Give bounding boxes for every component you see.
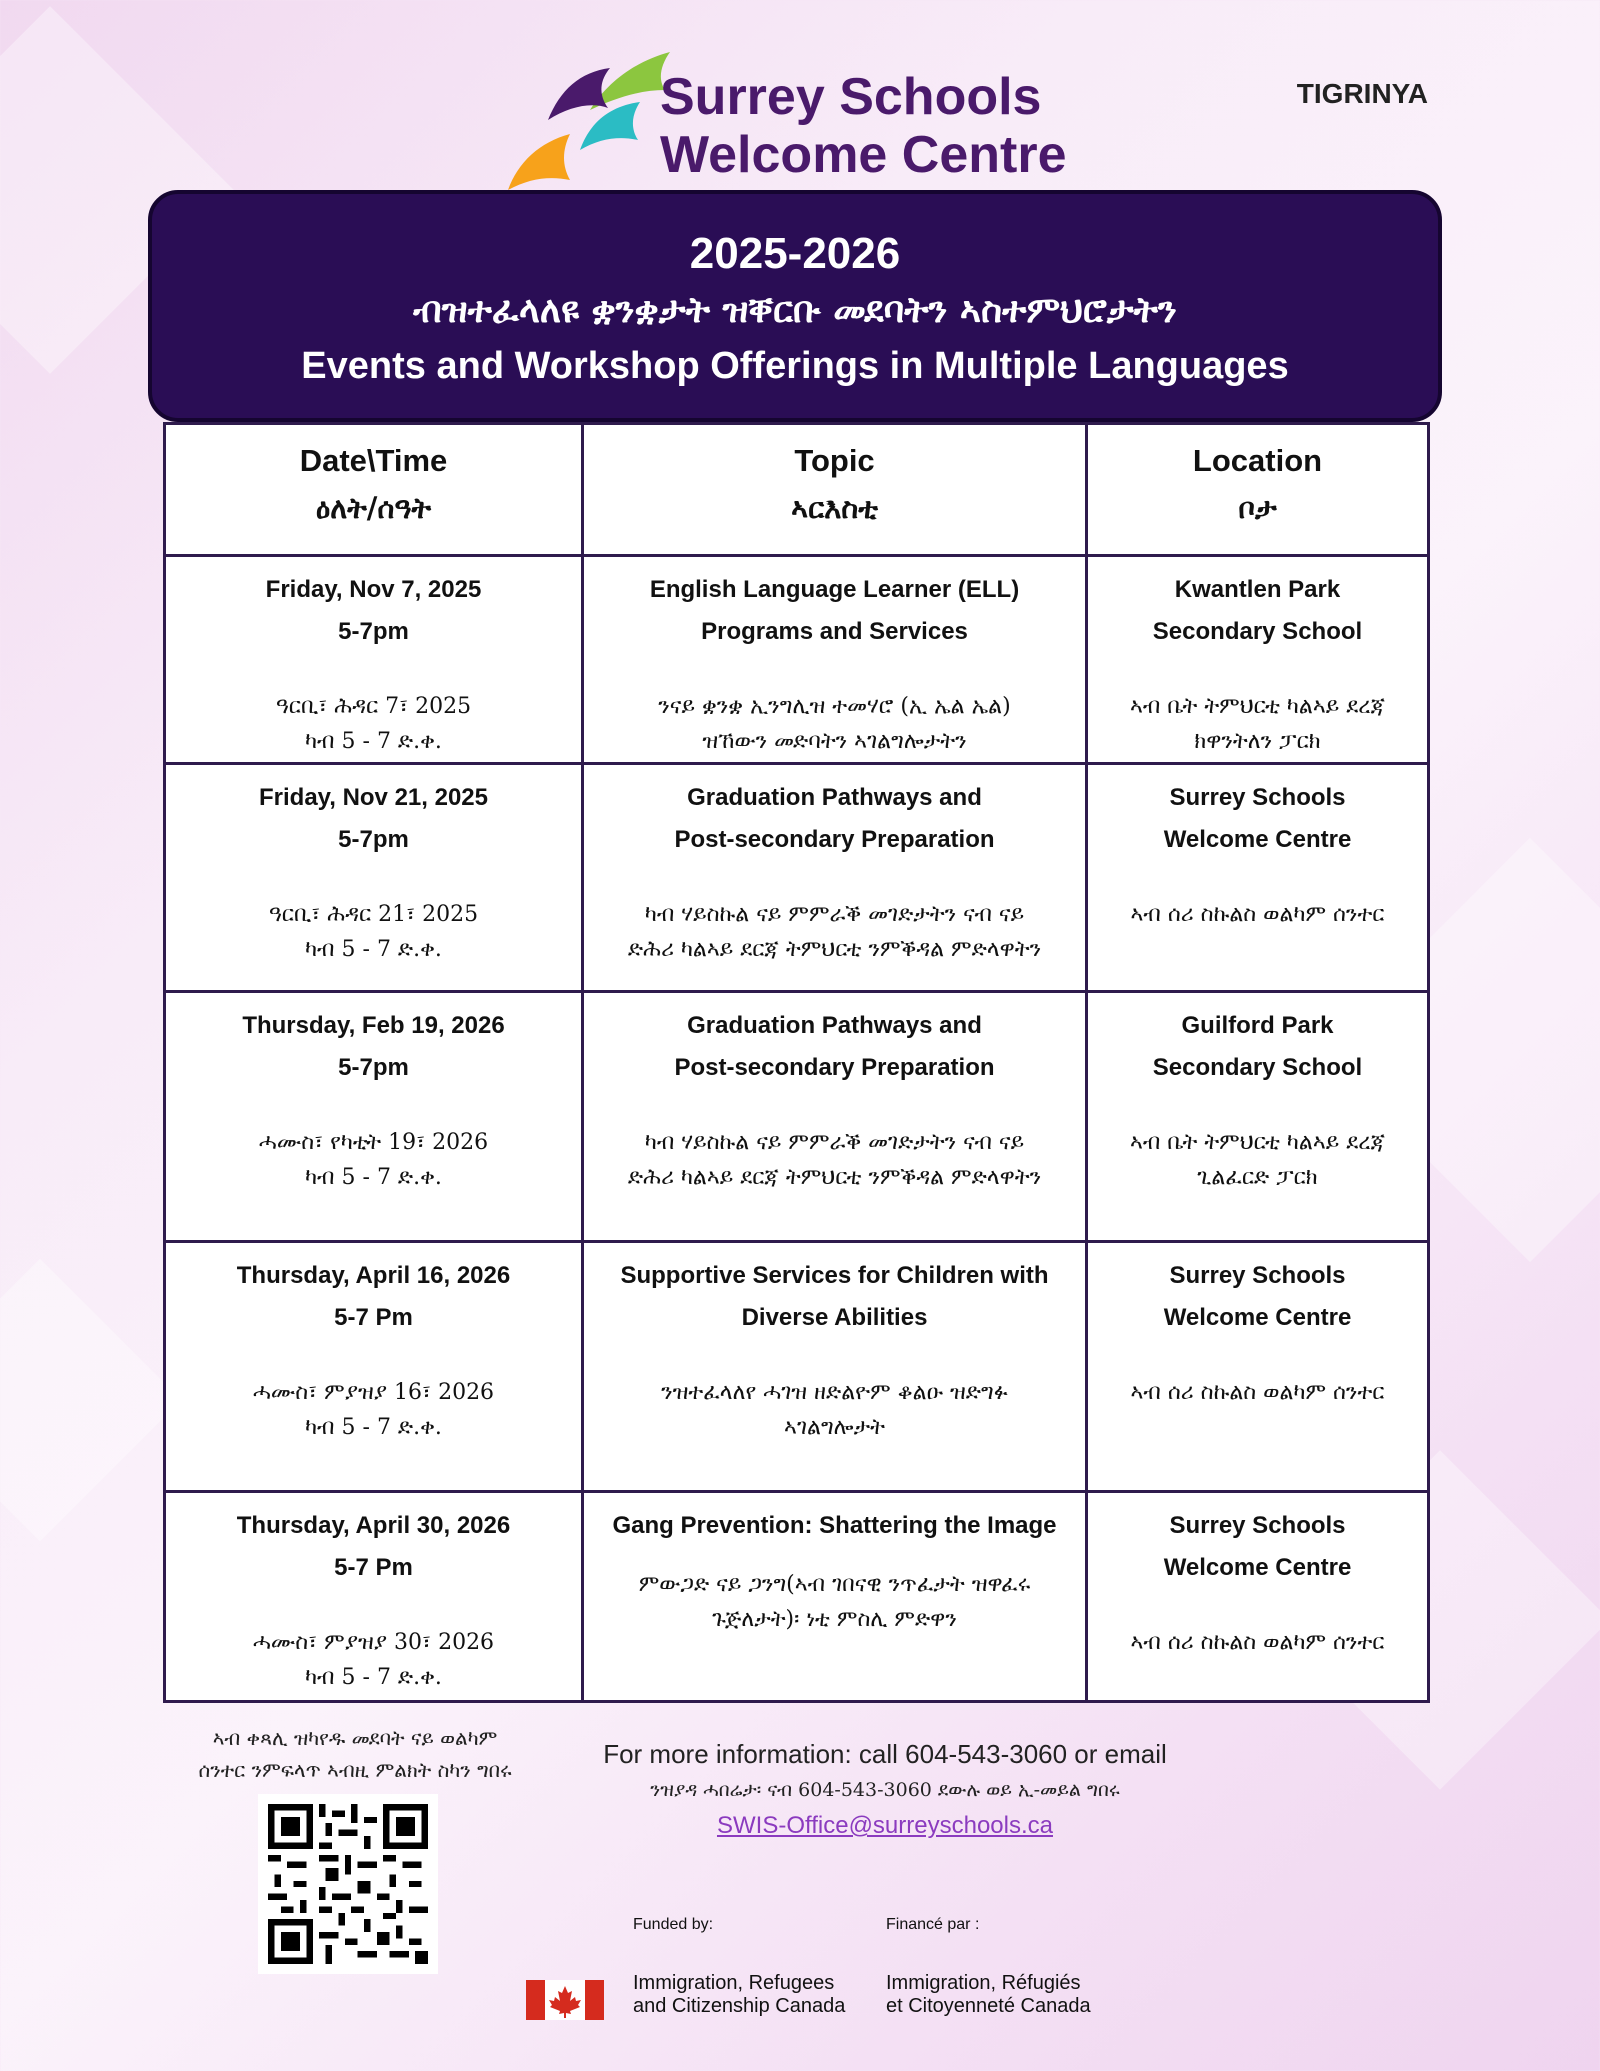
events-table <box>163 422 1430 1703</box>
qr-note-line1: ኣብ ቀጻሊ ዝካየዱ መደባት ናይ ወልካም <box>212 1726 498 1750</box>
location-en-line1: Surrey Schools <box>1169 1262 1346 1289</box>
date-ti: ሓሙስ፣ ምያዝያ 16፣ 2026 <box>252 1380 495 1405</box>
time-ti: ካብ 5 - 7 ድ.ቀ. <box>305 729 442 754</box>
location-en-line2: Welcome Centre <box>1163 826 1352 853</box>
topic-en-line1: Supportive Services for Children with <box>620 1262 1049 1289</box>
contact-info <box>560 1734 1210 1846</box>
topic-ti-line2: ኣገልግሎታት <box>784 1415 885 1440</box>
topic-ti-line2: ዝኸውን መድባትን ኣገልግሎታትን <box>702 729 967 754</box>
date-cell <box>165 1242 583 1492</box>
time-ti: ካብ 5 - 7 ድ.ቀ. <box>305 937 442 962</box>
date-cell <box>165 1492 583 1702</box>
banner-year: 2025-2026 <box>689 229 901 278</box>
topic-ti-line2: ድሕሪ ካልኣይ ደርጃ ትምህርቲ ንምቕዳል ምድላዋትን <box>627 937 1042 962</box>
location-ti-line1: ኣብ ሰሪ ስኩልስ ወልካም ሰንተር <box>1130 1630 1385 1655</box>
header-topic-ti: ኣርእስቲ <box>791 491 878 525</box>
header-location-ti: ቦታ <box>1238 491 1277 525</box>
header-location-en: Location <box>1192 443 1323 478</box>
topic-en-line2: Diverse Abilities <box>741 1304 928 1331</box>
location-cell <box>1087 556 1429 764</box>
location-ti-line1: ኣብ ሰሪ ስኩልስ ወልካም ሰንተር <box>1130 902 1385 927</box>
date-en: Friday, Nov 7, 2025 <box>265 576 482 603</box>
location-ti-line2: ጊልፈርድ ፓርክ <box>1197 1165 1318 1190</box>
location-ti-line2: ክዋንትለን ፓርክ <box>1194 729 1321 754</box>
language-tag: TIGRINYA <box>1296 78 1428 109</box>
date-ti: ዓርቢ፣ ሕዳር 7፣ 2025 <box>275 694 472 719</box>
gov-fr-line1: Immigration, Réfugiés <box>886 1972 1081 1994</box>
header-date-time <box>165 424 583 556</box>
location-en-line1: Surrey Schools <box>1169 1512 1346 1539</box>
topic-en-line1: English Language Learner (ELL) <box>649 576 1020 603</box>
surrey-schools-logo <box>490 50 1090 190</box>
topic-ti-line1: ንናይ ቋንቋ ኢንግሊዝ ተመሃሮ (ኢ ኤል ኤል) <box>658 694 1011 719</box>
time-ti: ካብ 5 - 7 ድ.ቀ. <box>305 1165 442 1190</box>
date-ti: ዓርቢ፣ ሕዳር 21፣ 2025 <box>268 902 479 927</box>
date-ti: ሓሙስ፣ የካቲት 19፣ 2026 <box>258 1130 489 1155</box>
time-ti: ካብ 5 - 7 ድ.ቀ. <box>305 1415 442 1440</box>
location-ti-line1: ኣብ ቤት ትምህርቲ ካልኣይ ደረጃ <box>1129 694 1386 719</box>
gov-fr-line2: et Citoyenneté Canada <box>886 1995 1091 2017</box>
finance-par-label: Financé par : <box>886 1916 980 1933</box>
banner-title-english: Events and Workshop Offerings in Multiple Languages <box>301 345 1289 387</box>
header-date-time-en: Date\Time <box>299 443 448 478</box>
date-en: Thursday, April 30, 2026 <box>236 1512 511 1539</box>
location-ti-line1: ኣብ ሰሪ ስኩልስ ወልካም ሰንተር <box>1130 1380 1385 1405</box>
title-banner <box>148 190 1442 422</box>
date-en: Thursday, Feb 19, 2026 <box>242 1012 505 1039</box>
location-en-line2: Welcome Centre <box>1163 1554 1352 1581</box>
qr-note-line2: ሰንተር ንምፍላጥ ኣብዚ ምልክት ስካን ግበሩ <box>198 1758 512 1782</box>
topic-ti-line2: ጉጅለታት)፡ ነቲ ምስሊ ምድዋን <box>712 1607 957 1632</box>
topic-ti-line1: ካብ ሃይስኩል ናይ ምምራቕ መገድታትን ናብ ናይ <box>644 902 1025 927</box>
date-cell <box>165 764 583 992</box>
location-en-line1: Kwantlen Park <box>1174 576 1341 603</box>
topic-cell <box>583 1242 1087 1492</box>
topic-en-line2: Post-secondary Preparation <box>674 1054 995 1081</box>
date-cell <box>165 992 583 1242</box>
banner-title-tigrinya: ብዝተፈላለዩ ቋንቋታት ዝቐርቡ መደባትን ኣስተምህሮታትን <box>413 290 1177 331</box>
table-row <box>165 992 1429 1242</box>
topic-ti-line1: ንዝተፈላለየ ሓገዝ ዘድልዮም ቆልዑ ዝድግፉ <box>661 1380 1008 1405</box>
time-ti: ካብ 5 - 7 ድ.ቀ. <box>305 1665 442 1690</box>
canada-flag-icon <box>526 1980 604 2020</box>
date-en: Thursday, April 16, 2026 <box>236 1262 511 1289</box>
topic-ti-line1: ምውጋድ ናይ ጋንግ(ኣብ ገበናዊ ንጥፈታት ዝዋፈሩ <box>638 1572 1031 1597</box>
table-header-row <box>165 424 1429 556</box>
info-english: For more information: call 604-543-3060 or email <box>603 1739 1167 1769</box>
table-row <box>165 764 1429 992</box>
location-cell <box>1087 992 1429 1242</box>
location-ti-line1: ኣብ ቤት ትምህርቲ ካልኣይ ደረጃ <box>1129 1130 1386 1155</box>
date-ti: ሓሙስ፣ ምያዝያ 30፣ 2026 <box>252 1630 495 1655</box>
topic-en-line2: Programs and Services <box>701 618 968 645</box>
location-en-line2: Welcome Centre <box>1163 1304 1352 1331</box>
topic-cell <box>583 1492 1087 1702</box>
gov-en-line1: Immigration, Refugees <box>633 1972 835 1994</box>
time-en: 5-7pm <box>338 826 409 853</box>
location-en-line2: Secondary School <box>1152 1054 1363 1081</box>
location-en-line1: Surrey Schools <box>1169 784 1346 811</box>
time-en: 5-7pm <box>338 1054 409 1081</box>
table-row <box>165 1242 1429 1492</box>
topic-cell <box>583 992 1087 1242</box>
government-name-english <box>633 1972 845 2018</box>
email-link[interactable]: SWIS-Office@surreyschools.ca <box>716 1812 1053 1839</box>
topic-en-line1: Graduation Pathways and <box>687 1012 982 1039</box>
topic-en-line1: Gang Prevention: Shattering the Image <box>612 1512 1057 1539</box>
location-cell <box>1087 764 1429 992</box>
table-row <box>165 1492 1429 1702</box>
header-topic <box>583 424 1087 556</box>
date-en: Friday, Nov 21, 2025 <box>258 784 488 811</box>
qr-code[interactable] <box>258 1794 438 1974</box>
header-date-time-ti: ዕለት/ሰዓት <box>315 491 432 525</box>
header-location <box>1087 424 1429 556</box>
gov-en-line2: and Citizenship Canada <box>633 1995 846 2017</box>
table-row <box>165 556 1429 764</box>
topic-en-line2: Post-secondary Preparation <box>674 826 995 853</box>
topic-cell <box>583 556 1087 764</box>
time-en: 5-7 Pm <box>334 1554 413 1581</box>
time-en: 5-7 Pm <box>334 1304 413 1331</box>
government-name-french <box>886 1972 1091 2018</box>
time-en: 5-7pm <box>338 618 409 645</box>
date-cell <box>165 556 583 764</box>
topic-ti-line1: ካብ ሃይስኩል ናይ ምምራቕ መገድታትን ናብ ናይ <box>644 1130 1025 1155</box>
topic-ti-line2: ድሕሪ ካልኣይ ደርጃ ትምህርቲ ንምቕዳል ምድላዋትን <box>627 1165 1042 1190</box>
background-shape <box>0 1259 181 1542</box>
qr-note <box>150 1722 560 1786</box>
funded-by-label: Funded by: <box>633 1916 714 1933</box>
location-en-line1: Guilford Park <box>1181 1012 1334 1039</box>
qr-code-icon <box>268 1804 428 1964</box>
logo-line1: Surrey Schools <box>660 68 1042 126</box>
location-cell <box>1087 1242 1429 1492</box>
location-en-line2: Secondary School <box>1152 618 1363 645</box>
info-tigrinya: ንዝያዳ ሓበሬታ፡ ናብ 604-543-3060 ደውሉ ወይ ኢ-መይል ግበሩ <box>650 1779 1120 1801</box>
header-topic-en: Topic <box>794 443 875 478</box>
logo-line2: Welcome Centre <box>660 126 1067 184</box>
topic-cell <box>583 764 1087 992</box>
location-cell <box>1087 1492 1429 1702</box>
topic-en-line1: Graduation Pathways and <box>687 784 982 811</box>
